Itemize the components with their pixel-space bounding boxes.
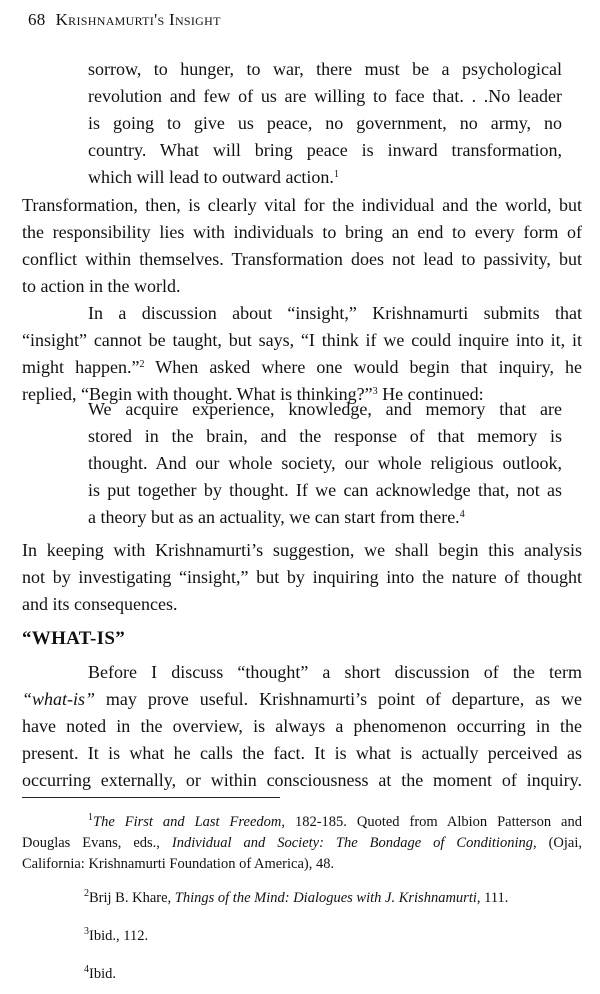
footnote-3: $^3$Ibid., 112. — [84, 926, 149, 944]
running-title: Krishnamurti's Insight — [55, 10, 221, 29]
footnote-number: 3 — [84, 926, 89, 937]
paragraph-line: occurring externally, or within consciousness at the moment of inquiry. — [22, 770, 582, 790]
quote-line: revolution and few of us are willing to face that. . .No leader — [88, 86, 562, 106]
footnote-2: $^2$Brij B. Khare, Things of the Mind: Dialogues with J. Krishnamurti, 111. — [84, 888, 509, 906]
paragraph-line: and its consequences. — [22, 594, 178, 614]
paragraph-line: the responsibility lies with individuals to bring an end to every form of — [22, 222, 582, 242]
paragraph-line: to action in the world. — [22, 276, 181, 296]
footnote-4: $^4$Ibid. — [84, 964, 116, 982]
paragraph-line: not by investigating “insight,” but by inquiring into the nature of thought — [22, 567, 582, 587]
footnote-title: Things of the Mind: Dialogues with J. Krishnamurti — [174, 890, 477, 906]
paragraph-line: “insight” cannot be taught, but says, “I think if we could inquire into it, it — [22, 330, 582, 350]
paragraph-line: Before I discuss “thought” a short discussion of the term — [88, 662, 582, 682]
footnote-number: 1 — [88, 812, 93, 823]
paragraph-line: replied, “Begin with thought. What is thinking?”$^3$ He continued: — [22, 384, 484, 404]
quote-line: is put together by thought. If we can acknowledge that, not as — [88, 480, 562, 500]
section-heading: “WHAT-IS” — [22, 628, 126, 649]
quote-line: We acquire experience, knowledge, and memory that are — [88, 399, 562, 419]
paragraph-line: conflict within themselves. Transformation does not lead to passivity, but — [22, 249, 582, 269]
footnote-ref-4: 4 — [459, 509, 465, 520]
term-what-is: “what-is” — [22, 689, 96, 709]
paragraph-1 — [22, 192, 582, 408]
footnote-title: The First and Last Freedom — [93, 814, 282, 830]
footnote-ref-3: 3 — [372, 386, 378, 397]
quote-last-line: a theory but as an actuality, we can start from there.$^4$ — [88, 507, 465, 527]
paragraph-line: present. It is what he calls the fact. It is what is actually perceived as — [22, 743, 582, 763]
paragraph-line: In a discussion about “insight,” Krishnamurti submits that — [88, 303, 582, 323]
footnote-number: 4 — [84, 964, 89, 975]
footnote-1: $^1$The First and Last Freedom, 182-185. Quoted from Albion Patterson and Douglas Evans, eds., Individual and Society: The Bondage of Conditioning, (Ojai, California: Krishnamurti Foundation of America), 48. — [22, 812, 583, 872]
running-header — [28, 10, 221, 30]
footnote-ref-1: 1 — [333, 169, 339, 180]
block-quote-2 — [88, 396, 562, 531]
paragraph-3 — [22, 537, 582, 618]
paragraph-line: might happen.”$^2$ When asked where one would begin that inquiry, he — [22, 357, 582, 377]
footnote-ref-2: 2 — [139, 359, 145, 370]
quote-line: country. What will bring peace is inward transformation, — [88, 140, 562, 160]
footnote-number: 2 — [84, 888, 89, 899]
quote-line: thought. And our whole society, our whole religious outlook, — [88, 453, 562, 473]
quote-line: stored in the brain, and the response of that memory is — [88, 426, 562, 446]
paragraph-line: Transformation, then, is clearly vital for the individual and the world, but — [22, 195, 582, 215]
page-number: 68 — [28, 10, 46, 29]
quote-line: is going to give us peace, no government, no army, no — [88, 113, 562, 133]
section-paragraph — [22, 659, 582, 794]
paragraph-line: In keeping with Krishnamurti’s suggestion, we shall begin this analysis — [22, 540, 582, 560]
paragraph-line: “what-is” may prove useful. Krishnamurti’s point of departure, as we — [22, 689, 582, 709]
footnote-title: Individual and Society: The Bondage of Conditioning — [171, 835, 533, 851]
quote-last-line: which will lead to outward action.$^1$ — [88, 167, 339, 187]
block-quote-1 — [88, 56, 562, 191]
footnote-rule — [22, 797, 280, 798]
paragraph-line: have noted in the overview, is always a phenomenon occurring in the — [22, 716, 582, 736]
quote-line: sorrow, to hunger, to war, there must be a psychological — [88, 59, 562, 79]
